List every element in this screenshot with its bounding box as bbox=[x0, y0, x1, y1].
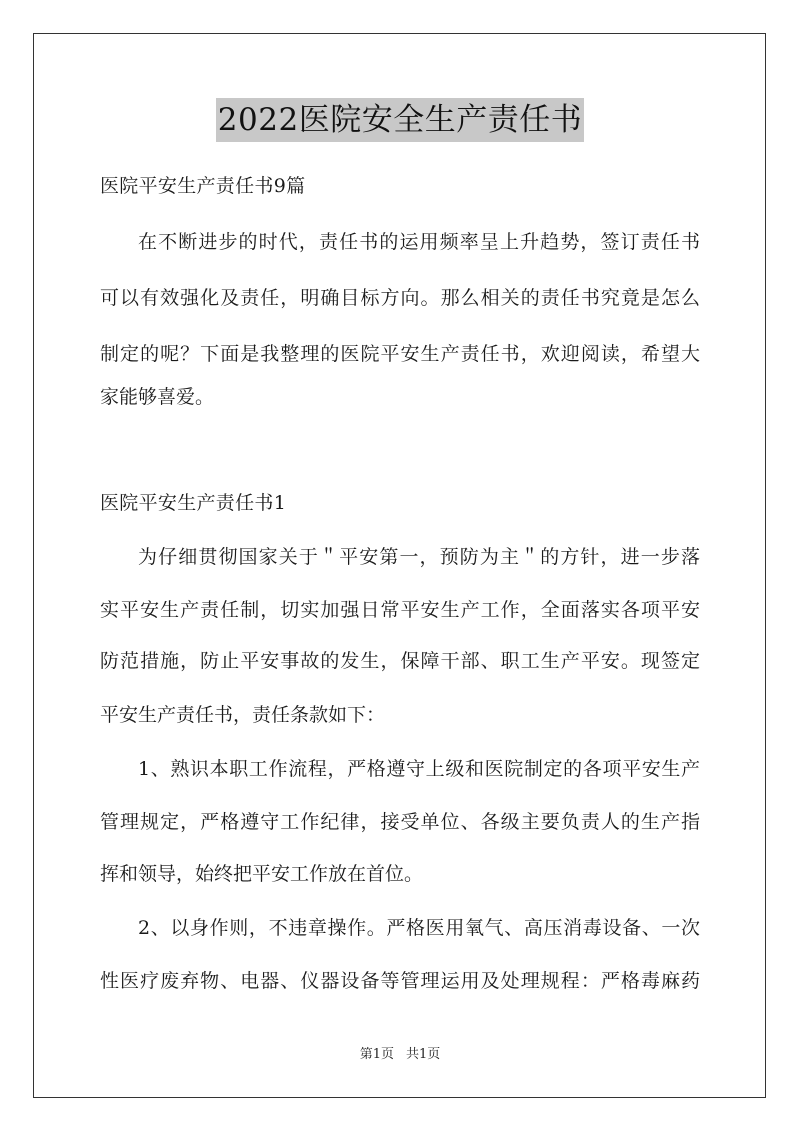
section-line: 1、熟识本职工作流程，严格遵守上级和医院制定的各项平安生产 bbox=[138, 758, 700, 780]
section-line: 防范措施，防止平安事故的发生，保障干部、职工生产平安。现签定 bbox=[100, 650, 700, 672]
intro-line: 家能够喜爱。 bbox=[100, 386, 215, 408]
section-line: 实平安生产责任制，切实加强日常平安生产工作，全面落实各项平安 bbox=[100, 599, 700, 621]
intro-line: 制定的呢？下面是我整理的医院平安生产责任书，欢迎阅读，希望大 bbox=[100, 343, 700, 365]
page-total: 共1页 bbox=[406, 1047, 441, 1062]
section-line: 管理规定，严格遵守工作纪律，接受单位、各级主要负责人的生产指 bbox=[100, 811, 700, 833]
intro-line: 可以有效强化及责任，明确目标方向。那么相关的责任书究竟是怎么 bbox=[100, 287, 700, 309]
section-heading: 医院平安生产责任书1 bbox=[100, 492, 287, 514]
document-subtitle: 医院平安生产责任书9篇 bbox=[100, 175, 306, 197]
intro-line: 在不断进步的时代，责任书的运用频率呈上升趋势，签订责任书 bbox=[138, 231, 700, 253]
section-line: 性医疗废弃物、电器、仪器设备等管理运用及处理规程：严格毒麻药 bbox=[100, 970, 700, 992]
page-number: 第1页 bbox=[359, 1047, 394, 1062]
page-footer bbox=[0, 1046, 800, 1064]
section-line: 为仔细贯彻国家关于＂平安第一，预防为主＂的方针，进一步落 bbox=[138, 546, 700, 568]
section-line: 挥和领导，始终把平安工作放在首位。 bbox=[100, 863, 424, 885]
title-area bbox=[0, 98, 800, 142]
section-line: 2、以身作则，不违章操作。严格医用氧气、高压消毒设备、一次 bbox=[138, 917, 700, 939]
section-line: 平安生产责任书，责任条款如下： bbox=[100, 704, 386, 726]
document-title: 2022医院安全生产责任书 bbox=[216, 98, 584, 142]
